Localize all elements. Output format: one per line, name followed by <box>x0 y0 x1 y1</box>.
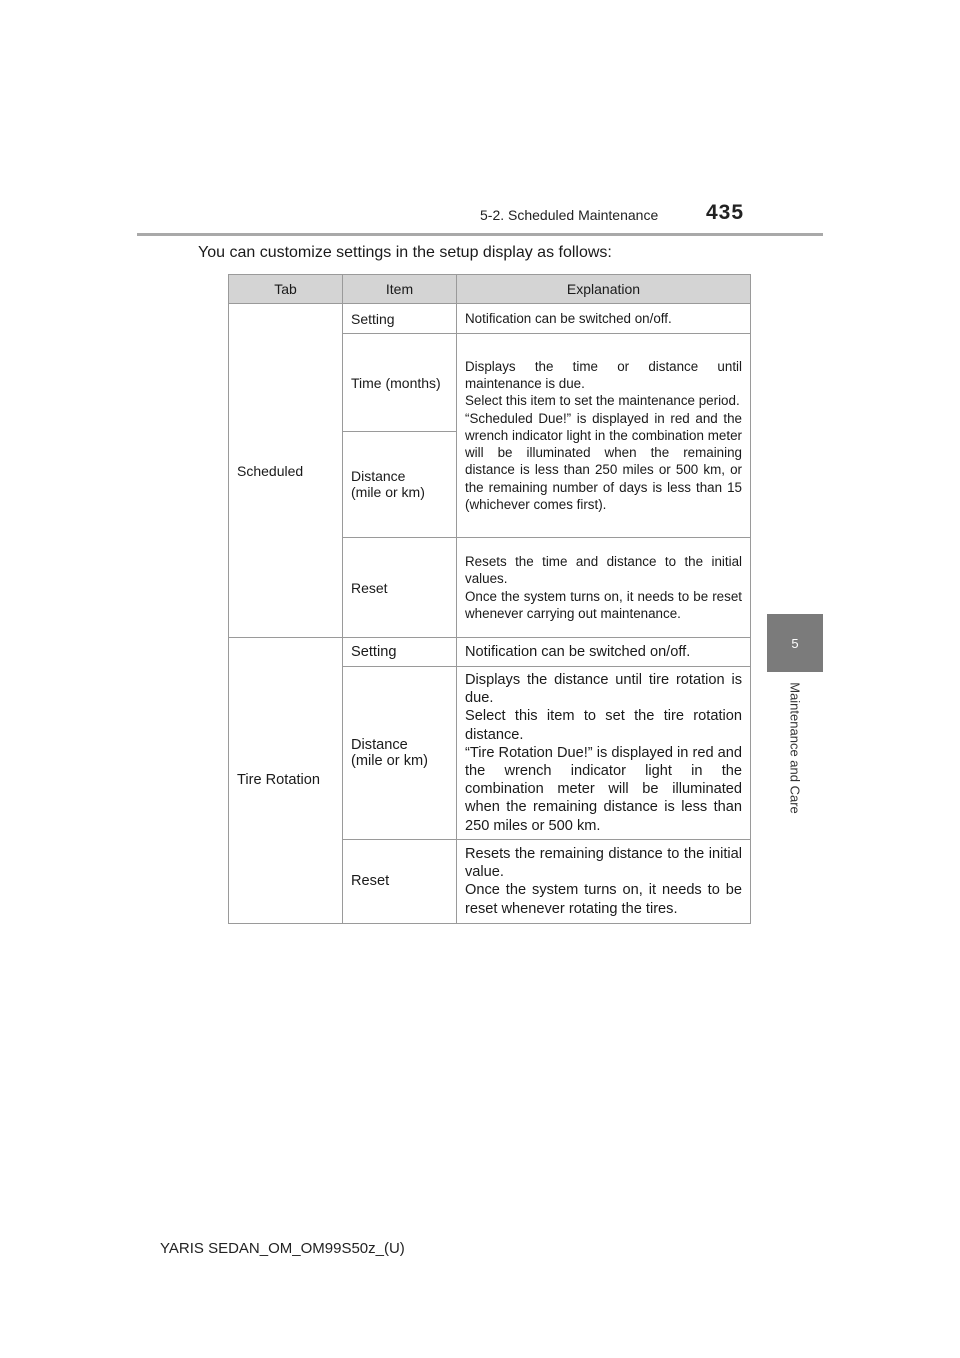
explanation-reset: Resets the time and distance to the initial values. Once the system turns on, it needs to be reset whenever carrying out maintenance. <box>457 538 751 638</box>
intro-text: You can customize settings in the setup display as follows: <box>198 244 612 261</box>
item-reset: Reset <box>343 538 457 638</box>
header-explanation: Explanation <box>457 275 751 304</box>
tab-tire-rotation: Tire Rotation <box>229 638 343 924</box>
explanation-distance: Displays the distance until tire rotation is due. Select this item to set the tire rotation distance. “Tire Rotation Due!” is displayed in red and the wrench indicator light in the combination meter will be illuminated when the remaining distance is less than 250 miles or 500 km. <box>457 667 751 840</box>
header-item: Item <box>343 275 457 304</box>
explanation-reset: Resets the remaining distance to the initial value. Once the system turns on, it needs to be reset whenever rotating the tires. <box>457 839 751 923</box>
page-number: 435 <box>706 201 745 224</box>
explanation-time-distance: Displays the time or distance until maintenance is due. Select this item to set the maintenance period. “Scheduled Due!” is displayed in red and the wrench indicator light in the combination meter will be illuminated when the remaining distance is less than 250 miles or 500 km, or the remaining number of days is less than 15 (whichever comes first). <box>457 334 751 538</box>
tab-scheduled: Scheduled <box>229 304 343 638</box>
item-distance: Distance (mile or km) <box>343 667 457 840</box>
header-tab: Tab <box>229 275 343 304</box>
table-row <box>229 638 751 667</box>
section-title: 5-2. Scheduled Maintenance <box>480 207 659 223</box>
chapter-number-tab: 5 <box>767 614 823 672</box>
chapter-title: Maintenance and Care <box>787 682 803 814</box>
explanation-setting: Notification can be switched on/off. <box>457 638 751 667</box>
item-time-months: Time (months) <box>343 334 457 432</box>
item-setting: Setting <box>343 638 457 667</box>
document-footer: YARIS SEDAN_OM_OM99S50z_(U) <box>160 1240 405 1257</box>
explanation-setting: Notification can be switched on/off. <box>457 304 751 334</box>
settings-table <box>228 274 751 924</box>
item-setting: Setting <box>343 304 457 334</box>
item-reset: Reset <box>343 839 457 923</box>
header-divider <box>137 233 823 236</box>
table-row <box>229 304 751 334</box>
item-distance: Distance (mile or km) <box>343 432 457 538</box>
table-header-row <box>229 275 751 304</box>
